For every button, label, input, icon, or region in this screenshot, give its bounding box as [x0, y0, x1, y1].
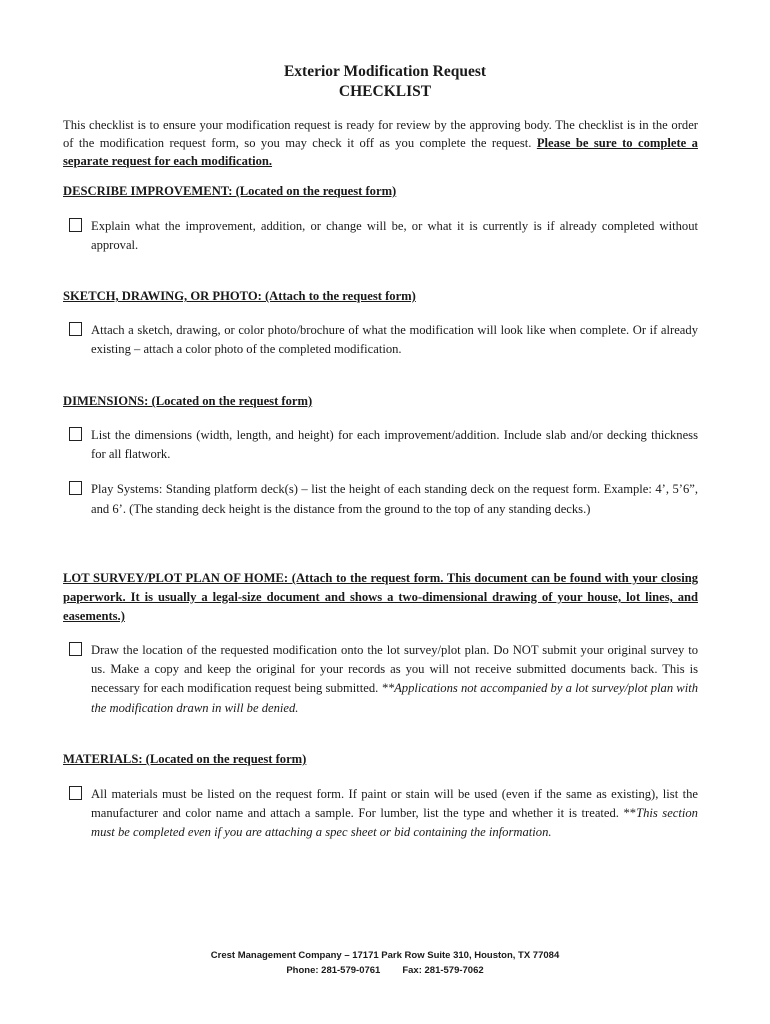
checkbox[interactable]: [69, 218, 82, 232]
document-title: [0, 62, 770, 102]
item-note-text: This section must be completed even if you are attaching a spec sheet or bid containing the information.: [91, 806, 698, 840]
item-text: All materials must be listed on the request form. If paint or stain will be used (even if the same as existing), list the manufacturer and color name and attach a sample. For lumber, list the type and whether it is treated. **: [91, 787, 698, 821]
section-describe-improvement: [63, 182, 698, 255]
footer-address: Crest Management Company – 17171 Park Row Suite 310, Houston, TX 77084: [210, 950, 560, 961]
checklist-item: [63, 641, 698, 718]
item-warning-text: **Applications not accompanied by a lot survey/plot plan with the modification drawn in will be denied.: [91, 681, 699, 715]
checkbox[interactable]: [69, 481, 82, 495]
item-text: Attach a sketch, drawing, or color photo/brochure of what the modification will look like when complete. Or if already existing – attach a color photo of the completed modification.: [91, 323, 698, 357]
section-dimensions: [63, 392, 698, 519]
checkbox[interactable]: [69, 427, 82, 441]
section-sketch-drawing-photo: [63, 287, 698, 359]
section-heading: DESCRIBE IMPROVEMENT: (Located on the request form): [63, 184, 397, 198]
footer-fax: Fax: 281-579-7062: [402, 965, 484, 976]
checklist-item: [63, 426, 698, 464]
title-line-1: Exterior Modification Request: [283, 63, 487, 80]
section-heading: MATERIALS: (Located on the request form): [63, 752, 307, 766]
item-text: Play Systems: Standing platform deck(s) – list the height of each standing deck on the request form. Example: 4’, 5’6”, and 6’. (The standing deck height is the distance from the ground to the top of any standing decks.): [91, 482, 698, 516]
checklist-item: [63, 785, 698, 843]
item-text: Explain what the improvement, addition, or change will be, or what it is currently is if already completed without approval.: [91, 219, 698, 253]
item-text: Draw the location of the requested modification onto the lot survey/plot plan. Do NOT submit your original survey to us. Make a copy and keep the original for your records as you will not receive submitted documents back. This is necessary for each modification request being submitted.: [91, 643, 698, 696]
intro-emphasis: Please be sure to complete a separate request for each modification.: [63, 136, 698, 168]
checklist-item: [63, 480, 698, 518]
item-text: List the dimensions (width, length, and height) for each improvement/addition. Include slab and/or decking thickness for all flatwork.: [91, 428, 698, 462]
section-lot-survey: [63, 569, 698, 718]
footer-contact: [0, 963, 770, 978]
section-materials: [63, 750, 698, 843]
checklist-item: [63, 321, 698, 359]
title-line-2: CHECKLIST: [338, 83, 432, 100]
intro-paragraph: [63, 116, 698, 170]
intro-text: This checklist is to ensure your modification request is ready for review by the approving body. The checklist is in the order of the modification request form, so you may check it off as you complete the request.: [63, 118, 698, 150]
section-heading: LOT SURVEY/PLOT PLAN OF HOME: (Attach to the request form. This document can be found with your closing paperwork. It is usually a legal-size document and shows a two-dimensional drawing of your house, lot lines, and easements.): [63, 571, 698, 623]
checklist-item: [63, 217, 698, 255]
checkbox[interactable]: [69, 322, 82, 336]
section-heading: DIMENSIONS: (Located on the request form): [63, 394, 313, 408]
section-heading: SKETCH, DRAWING, OR PHOTO: (Attach to the request form): [63, 289, 416, 303]
footer-phone: Phone: 281-579-0761: [286, 965, 381, 976]
checkbox[interactable]: [69, 642, 82, 656]
page-footer: [0, 948, 770, 978]
checkbox[interactable]: [69, 786, 82, 800]
